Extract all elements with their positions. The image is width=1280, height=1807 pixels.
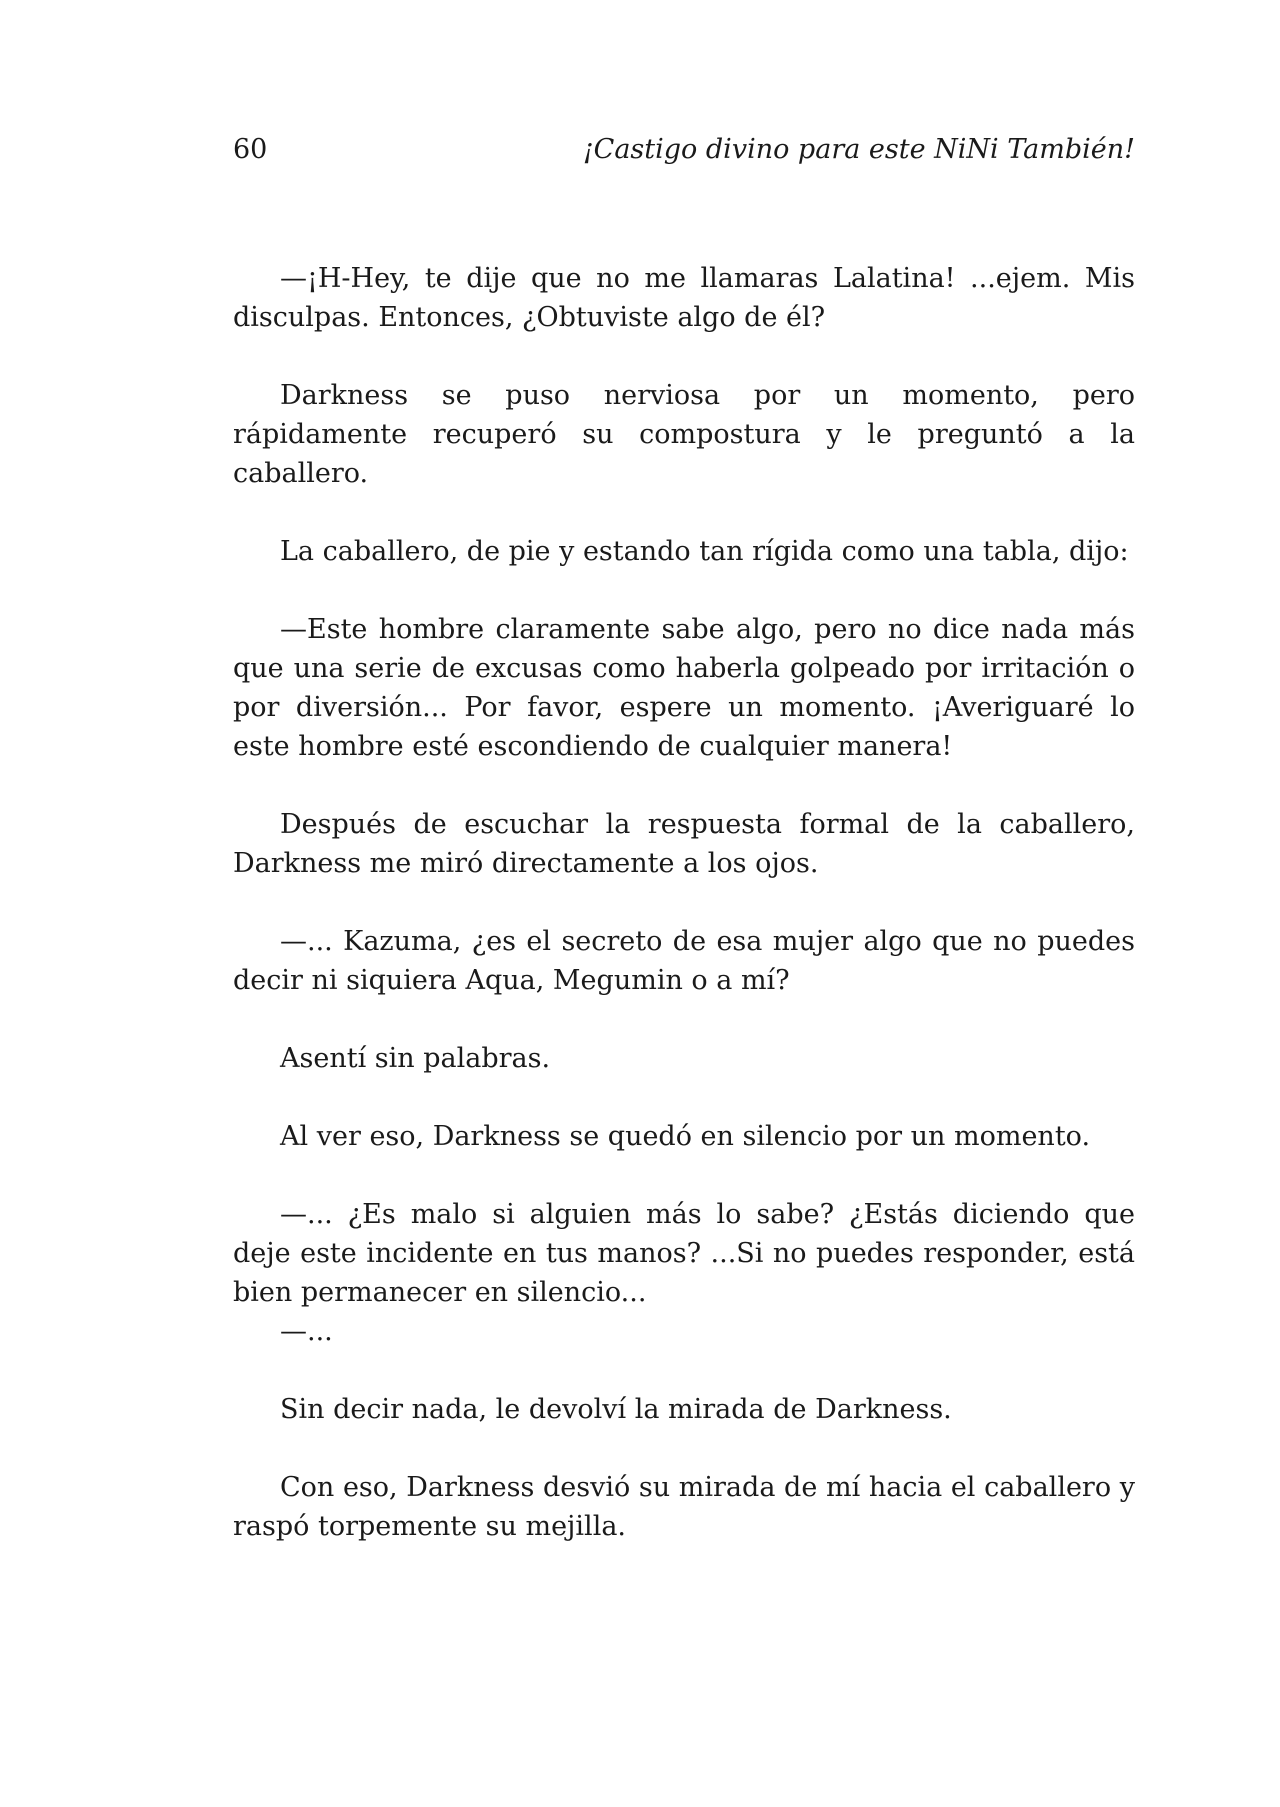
book-title: ¡Castigo divino para este NiNi También! [582, 134, 1135, 165]
running-header [233, 134, 1135, 174]
paragraph: —... [280, 1316, 333, 1347]
paragraph: Sin decir nada, le devolví la mirada de Darkness. [280, 1394, 952, 1425]
paragraph: La caballero, de pie y estando tan rígida como una tabla, dijo: [280, 536, 1129, 567]
body-text [233, 259, 1135, 1585]
paragraph: Al ver eso, Darkness se quedó en silencio por un momento. [280, 1121, 1091, 1152]
paragraph: —Este hombre claramente sabe algo, pero no dice nada más que una serie de excusas como haberla golpeado por irritación o por diversión... Por favor, espere un momento. ¡Averiguaré lo este hombre esté escondiendo de cualquier manera! [233, 614, 1135, 762]
paragraph: Con eso, Darkness desvió su mirada de mí hacia el caballero y raspó torpemente su mejilla. [233, 1472, 1135, 1542]
paragraph: Asentí sin palabras. [280, 1043, 551, 1074]
page-number: 60 [233, 134, 268, 165]
paragraph: —¡H-Hey, te dije que no me llamaras Lalatina! ...ejem. Mis disculpas. Entonces, ¿Obtuviste algo de él? [233, 263, 1135, 333]
paragraph: Darkness se puso nerviosa por un momento, pero rápidamente recuperó su compostura y le preguntó a la caballero. [233, 380, 1135, 489]
paragraph: Después de escuchar la respuesta formal de la caballero, Darkness me miró directamente a los ojos. [233, 809, 1135, 879]
paragraph: —... Kazuma, ¿es el secreto de esa mujer algo que no puedes decir ni siquiera Aqua, Megumin o a mí? [233, 926, 1135, 996]
paragraph: —... ¿Es malo si alguien más lo sabe? ¿Estás diciendo que deje este incidente en tus manos? ...Si no puedes responder, está bien permanecer en silencio... [233, 1199, 1135, 1308]
